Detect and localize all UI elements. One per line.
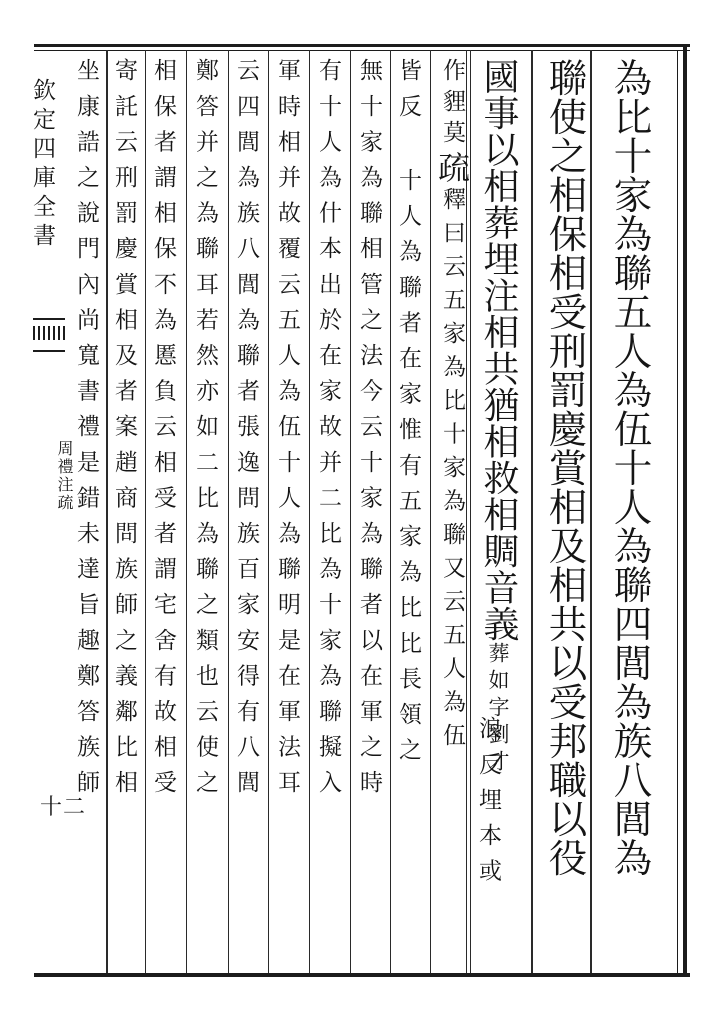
frame-bottom-border xyxy=(34,973,690,977)
text-column-12: 相保者謂相保不為慝負云相受者謂宅舍有故相受 xyxy=(150,58,176,806)
text-column-13: 寄託云刑罰慶賞相及者案趙商問族師之義鄰比相 xyxy=(111,58,137,806)
column-rule xyxy=(470,50,471,973)
margin-page-number: 十二 xyxy=(40,795,87,820)
margin-book-title: 周禮注疏 xyxy=(55,440,74,512)
text-column-8: 有十人為什本出於在家故并二比為十家為聯擬入 xyxy=(315,58,341,806)
frame-left-border xyxy=(106,50,108,973)
frame-top-border xyxy=(34,44,690,47)
text-column-14: 坐康誥之說門內尚寬書禮是錯未達旨趣鄭答族師 xyxy=(73,58,99,806)
text-column-5 xyxy=(433,58,471,757)
fishtail-ornament xyxy=(33,318,65,352)
column-rule xyxy=(309,50,310,973)
text-column-4: 浪反埋本或 xyxy=(475,716,501,894)
frame-right-inner-border xyxy=(677,50,678,973)
column-rule xyxy=(531,50,533,973)
text-column-11: 鄭答并之為聯耳若然亦如二比為聯之類也云使之 xyxy=(192,58,218,806)
column-rule xyxy=(268,50,269,973)
text-column-1: 為比十家為聯五人為伍十人為聯四閭為族八閭為 xyxy=(607,58,653,877)
text-column-3 xyxy=(478,58,519,777)
text-column-9: 軍時相并故覆云五人為伍十人為聯明是在軍法耳 xyxy=(274,58,300,806)
annotation-text-run: 葬如字劉才 xyxy=(486,642,510,777)
column-rule xyxy=(186,50,187,973)
margin-collection-title: 欽定四庫全書 xyxy=(29,78,55,252)
commentary-text-run: 釋曰云五家為比十家為聯又云五人為伍 xyxy=(439,187,465,757)
text-column-10: 云四閭為族八閭為聯者張逸問族百家安得有八閭 xyxy=(233,58,259,806)
commentary-marker: 疏 xyxy=(433,151,471,187)
column-rule xyxy=(590,50,592,973)
column-rule xyxy=(228,50,229,973)
text-column-2: 聯使之相保相受刑罰慶賞相及相共以受邦職以役 xyxy=(542,58,588,877)
main-text-run: 國事以相葬埋注相共猶相救相賙音義 xyxy=(478,58,519,642)
column-rule xyxy=(430,50,431,973)
margin-rule xyxy=(145,50,146,973)
frame-right-border xyxy=(683,44,687,977)
column-rule xyxy=(390,50,391,973)
text-column-6: 皆反 十人為聯者在家惟有五家為比比長領之 xyxy=(395,58,421,773)
text-column-7: 無十家為聯相管之法今云十家為聯者以在軍之時 xyxy=(356,58,382,806)
column-rule xyxy=(350,50,351,973)
annotation-text-run: 作貍莫 xyxy=(439,58,465,151)
